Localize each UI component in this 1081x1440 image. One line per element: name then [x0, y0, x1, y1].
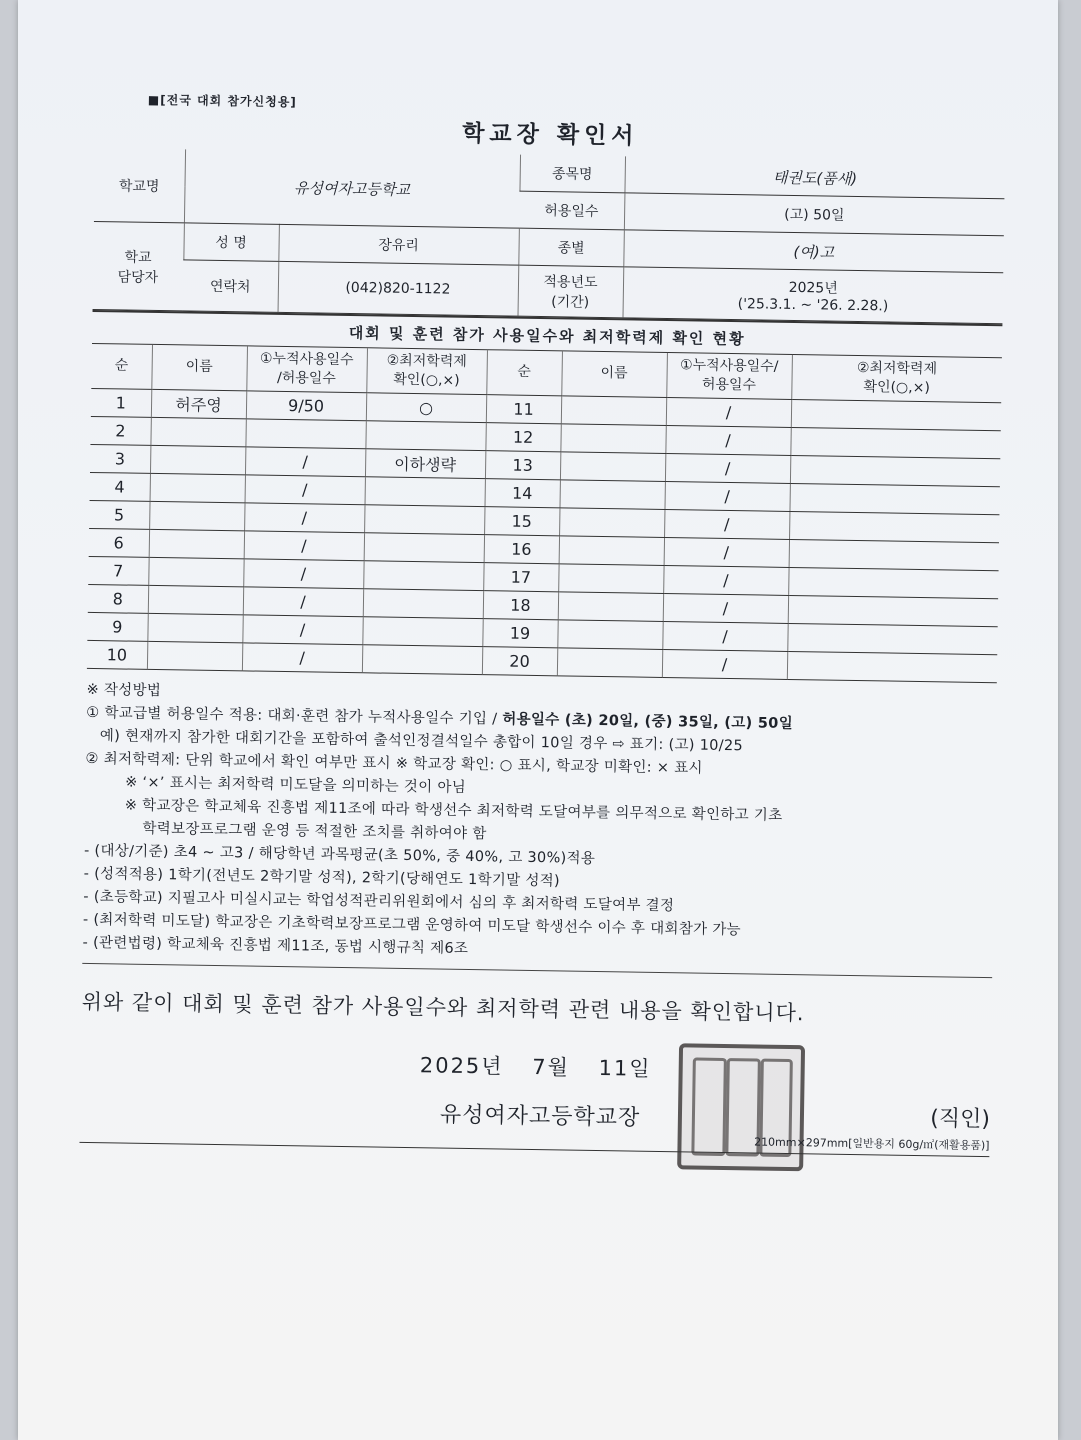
note-4: ※ ‘×’ 표시는 최저학력 미도달을 의미하는 것이 아님: [125, 774, 467, 796]
row-number: 20: [482, 646, 557, 675]
sport-label: 종목명: [519, 155, 625, 193]
min-academic-check: [788, 595, 998, 626]
row-number: 12: [485, 422, 560, 451]
instructions: [82, 679, 996, 969]
min-academic-check: [365, 477, 485, 507]
used-days: /: [666, 397, 791, 427]
athlete-name: [559, 536, 664, 566]
used-days: /: [664, 509, 789, 539]
athlete-name: [150, 473, 245, 502]
athlete-name: [560, 424, 665, 454]
period-value: ('25.3.1. ~ '26. 2.28.): [737, 296, 889, 315]
row-number: 14: [485, 478, 560, 507]
min-academic-check: 이하생략: [365, 449, 485, 479]
athlete-name: [558, 592, 663, 622]
used-days: /: [662, 649, 787, 679]
used-days: 9/50: [246, 391, 366, 421]
used-days: /: [662, 621, 787, 651]
used-days: /: [242, 615, 362, 645]
min-academic-check: [789, 539, 999, 570]
note-9: - (초등학교) 지필고사 미실시교는 학업성적관리위원회에서 심의 후 최저학력 도달여부 결정: [83, 888, 675, 914]
min-academic-check: [363, 561, 483, 591]
row-number: 1: [91, 388, 151, 417]
note-7: - (대상/기준) 초4 ~ 고3 / 해당학년 과목평균(초 50%, 중 40%, 고 30%)적용: [83, 842, 596, 867]
note-1-bold: 허용일수 (초) 20일, (중) 35일, (고) 50일: [502, 711, 794, 732]
sign-date: [81, 1044, 991, 1088]
document-title: 학교장 확인서: [461, 120, 639, 150]
row-number: 19: [482, 618, 557, 647]
used-days: [245, 419, 365, 449]
min-academic-check: [788, 567, 998, 598]
athlete-name: [560, 452, 665, 482]
column-header: ①누적사용일수 /허용일수: [246, 346, 367, 393]
athlete-name: [148, 585, 243, 614]
school-label: 학교명: [94, 148, 185, 223]
note-6: 학력보장프로그램 운영 등 적절한 조치를 취하여야 함: [142, 820, 487, 843]
info-table: [93, 148, 1005, 324]
athlete-name: [558, 564, 663, 594]
used-days: /: [664, 481, 789, 511]
used-days: /: [664, 537, 789, 567]
min-academic-check: [791, 399, 1001, 430]
row-number: 4: [90, 472, 150, 501]
row-number: 2: [90, 416, 150, 445]
athlete-name: [150, 417, 245, 446]
used-days: /: [665, 425, 790, 455]
min-academic-check: [790, 455, 1000, 486]
form-tag: ■[전국 대회 참가신청용]: [147, 92, 297, 110]
year-label: 적용년도 (기간): [517, 265, 623, 318]
year-cell: [622, 267, 1003, 324]
year-value: 2025년: [788, 279, 838, 297]
note-10: - (최저학력 미도달) 학교장은 기초학력보장프로그램 운영하여 미도달 학생선수 이수 후 대회참가 가능: [82, 911, 742, 939]
notes-heading: ※ 작성방법: [86, 681, 162, 699]
column-header: 이름: [151, 344, 247, 390]
athlete-name: [147, 613, 242, 642]
column-header: ②최저학력제 확인(○,×): [791, 354, 1002, 402]
sport-value: 태권도(품새): [624, 156, 1005, 198]
contact-label: 연락처: [183, 260, 279, 312]
row-number: 17: [483, 562, 558, 591]
used-days: /: [665, 453, 790, 483]
row-number: 18: [483, 590, 558, 619]
athlete-name: [559, 508, 664, 538]
column-header: 이름: [561, 351, 667, 397]
used-days: /: [242, 643, 362, 673]
document-content: [79, 90, 1005, 1157]
athlete-name: [149, 501, 244, 530]
contact-value: (042)820-1122: [278, 261, 519, 316]
row-number: 7: [88, 556, 148, 585]
athlete-name: [557, 620, 662, 650]
athlete-name: 허주영: [151, 389, 246, 418]
used-days: /: [245, 447, 365, 477]
school-value: 유성여자고등학교: [184, 149, 520, 228]
gender-label: 종별: [518, 228, 624, 267]
page-footer: [79, 1135, 990, 1157]
athlete-name: [147, 641, 242, 670]
column-header: ①누적사용일수/ 허용일수: [666, 353, 792, 400]
min-academic-check: [789, 483, 999, 514]
allowed-days-label: 허용일수: [519, 191, 625, 230]
row-number: 5: [89, 500, 149, 529]
name-label: 성 명: [183, 223, 279, 261]
column-header: 순: [91, 343, 152, 389]
min-academic-check: ○: [366, 393, 486, 423]
gender-value: (여)고: [623, 230, 1004, 273]
used-days: /: [245, 475, 365, 505]
used-days: /: [243, 587, 363, 617]
row-number: 9: [87, 612, 147, 641]
document-page: [18, 0, 1058, 1440]
seal-label: (직인): [930, 1106, 991, 1132]
used-days: /: [243, 559, 363, 589]
used-days: /: [663, 593, 788, 623]
note-2: 예) 현재까지 참가한 대회기간을 포함하여 출석인정결석일수 총합이 10일 경우 ⇨ 표기: (고) 10/25: [99, 727, 744, 755]
min-academic-check: [365, 421, 485, 451]
min-academic-check: [363, 589, 483, 619]
principal-name: 유성여자고등학교장: [439, 1102, 641, 1131]
column-header: 순: [486, 350, 562, 396]
allowed-days-value: (고) 50일: [624, 193, 1005, 236]
athlete-table: [87, 343, 1002, 683]
row-number: 15: [484, 506, 559, 535]
used-days: /: [244, 503, 364, 533]
table-subtitle: 대회 및 훈련 참가 사용일수와 최저학력제 확인 현황: [92, 310, 1002, 357]
min-academic-check: [787, 623, 997, 654]
manager-label: 학교 담당자: [93, 221, 184, 310]
min-academic-check: [362, 617, 482, 647]
date-month: 7월: [532, 1054, 571, 1080]
min-academic-check: [789, 511, 999, 542]
row-number: 6: [89, 528, 149, 557]
note-1-text: ① 학교급별 허용일수 적용: 대회·훈련 참가 누적사용일수 기입 /: [86, 704, 503, 728]
athlete-name: [148, 557, 243, 586]
note-3: ② 최저학력제: 단위 학교에서 확인 여부만 표시 ※ 학교장 확인: ○ 표시, 학교장 미확인: × 표시: [85, 750, 703, 777]
row-number: 8: [88, 584, 148, 613]
seal-glyph: [691, 1057, 727, 1156]
row-number: 13: [485, 450, 560, 479]
athlete-name: [561, 396, 666, 426]
confirmation-text: 위와 같이 대회 및 훈련 참가 사용일수와 최저학력 관련 내용을 확인합니다.: [81, 989, 805, 1026]
column-header: ②최저학력제 확인(○,×): [366, 348, 487, 395]
row-number: 3: [90, 444, 150, 473]
name-value: 장유리: [278, 224, 519, 265]
athlete-name: [557, 648, 662, 678]
row-number: 10: [87, 640, 147, 669]
used-days: /: [244, 531, 364, 561]
note-5: ※ 학교장은 학교체육 진흥법 제11조에 따라 학생선수 최저학력 도달여부를 의무적으로 확인하고 기초: [124, 797, 783, 824]
min-academic-check: [364, 533, 484, 563]
min-academic-check: [790, 427, 1000, 458]
min-academic-check: [364, 505, 484, 535]
date-year: 2025년: [419, 1052, 504, 1079]
athlete-name: [150, 445, 245, 474]
note-11: - (관련법령) 학교체육 진흥법 제11조, 동법 시행규칙 제6조: [82, 934, 469, 957]
table-body: [87, 388, 1001, 682]
athlete-name: [559, 480, 664, 510]
min-academic-check: [787, 651, 997, 682]
min-academic-check: [362, 645, 482, 675]
row-number: 16: [484, 534, 559, 563]
used-days: /: [663, 565, 788, 595]
date-day: 11일: [598, 1055, 652, 1081]
athlete-name: [149, 529, 244, 558]
row-number: 11: [486, 394, 561, 423]
note-8: - (성적적용) 1학기(전년도 2학기말 성적), 2학기(당해연도 1학기말 성적): [83, 865, 561, 890]
paper-spec: 210mm×297mm[일반용지 60g/㎡(재활용품)]: [754, 1135, 990, 1152]
